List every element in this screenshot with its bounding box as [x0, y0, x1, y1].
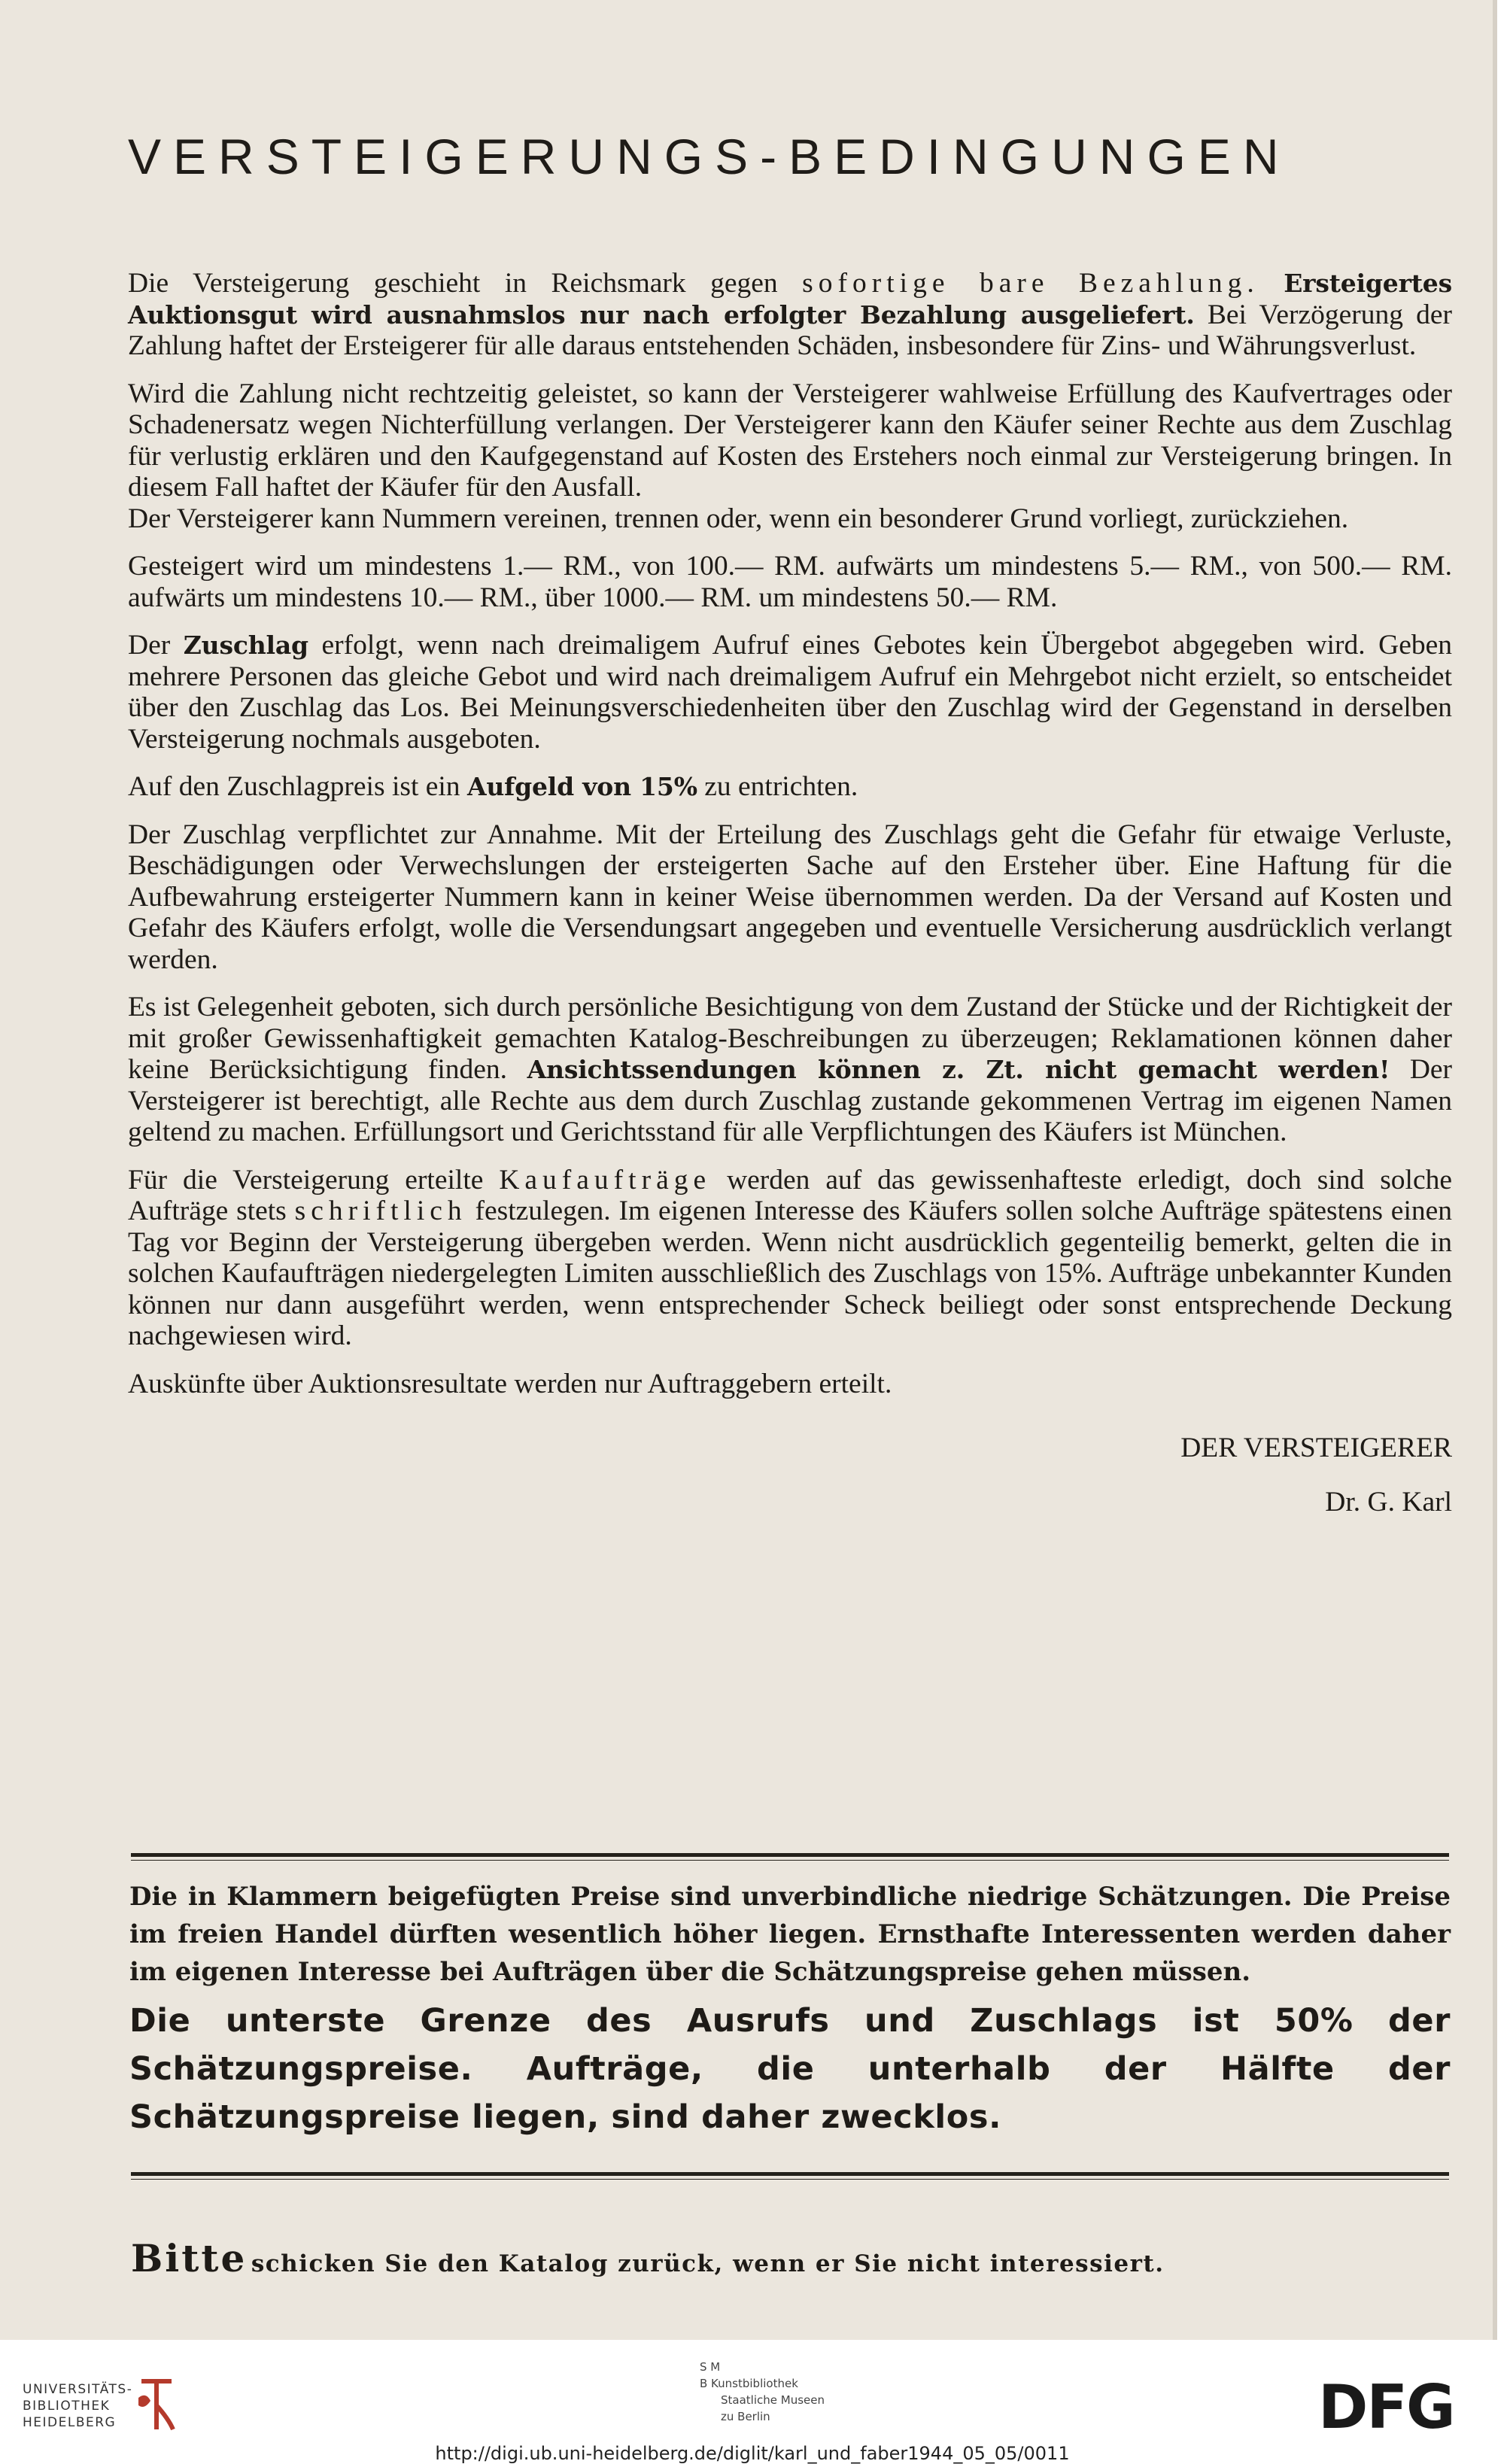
paragraph-inspection: Es ist Gelegenheit geboten, sich durch persönliche Besichtigung von dem Zustand der Stücke und der Richtigkeit der mit großer Gewissenhaftigkeit gemachten Katalog-Beschreibungen zu überzeugen; Reklamationen können daher keine Berücksichtigung finden. Ansichtssendungen können z. Zt. nicht gemacht werden! Der Versteigerer ist berechtigt, alle Rechte aus dem durch Zuschlag zustande gekommenen Vertrag im eigenen Namen geltend zu machen. Erfüllungsort und Gerichtsstand für alle Verpflichtungen des Käufers ist München.: [128, 992, 1453, 1147]
divider-bottom: [131, 2172, 1449, 2180]
conditions-text: [128, 128, 1452, 1521]
university-logo-icon: [134, 2375, 179, 2435]
heidelberg-library-label: UNIVERSITÄTS- BIBLIOTHEK HEIDELBERG: [23, 2382, 133, 2430]
minimum-bid-notice: Die unterste Grenze des Ausrufs und Zuschlags ist 50% der Schätzungspreise. Aufträge, die unterhalb der Hälfte der Schätzungspreise liegen, sind daher zwecklos.: [129, 2002, 1451, 2136]
signature-name: Dr. G. Karl: [1325, 1487, 1452, 1518]
paragraph-payment: Die Versteigerung geschieht in Reichsmark gegen sofortige bare Bezahlung. Ersteigertes Auktionsgut wird ausnahmslos nur nach erfolgter Bezahlung ausgeliefert. Bei Verzögerung der Zahlung haftet der Ersteigerer für alle daraus entstehenden Schäden, insbesondere für Zins- und Währungsverlust.: [128, 268, 1453, 361]
dfg-logo: DFG: [1318, 2372, 1454, 2442]
estimate-notice: Die in Klammern beigefügten Preise sind unverbindliche niedrige Schätzungen. Die Preise im freien Handel dürften wesentlich höher liegen. Ernsthafte Interessenten werden daher im eigenen Interesse bei Aufträgen über die Schätzungspreise gehen müssen.: [129, 1882, 1451, 1987]
signature-block: [128, 1429, 1452, 1521]
paragraph-increments: Gesteigert wird um mindestens 1.— RM., von 100.— RM. aufwärts um mindestens 5.— RM., von 500.— RM. aufwärts um mindestens 10.— RM., über 1000.— RM. um mindestens 50.— RM.: [128, 551, 1452, 613]
source-url[interactable]: http://digi.ub.uni-heidelberg.de/diglit/karl_und_faber1944_05_05/0011: [435, 2443, 1070, 2464]
paragraph-liability: Der Zuschlag verpflichtet zur Annahme. Mit der Erteilung des Zuschlags geht die Gefahr für etwaige Verluste, Beschädigungen oder Verwechslungen der ersteigerten Sache auf den Ersteher über. Eine Haftung für die Aufbewahrung ersteigerter Nummern kann in keiner Weise übernommen werden. Da der Versand auf Kosten und Gefahr des Käufers erfolgt, wolle die Versendungsart angegeben und eventuelle Versicherung ausdrücklich verlangt werden.: [128, 819, 1452, 975]
paragraph-premium: Auf den Zuschlagpreis ist ein Aufgeld von 15% zu entrichten.: [128, 771, 858, 802]
smb-kunstbibliothek-label: S M B Kunstbibliothek Staatliche Museen zu Berlin: [700, 2360, 825, 2423]
paragraph-results: Auskünfte über Auktionsresultate werden nur Auftraggebern erteilt.: [128, 1368, 892, 1399]
paragraph-hammer: Der Zuschlag erfolgt, wenn nach dreimaligem Aufruf eines Gebotes kein Übergebot abgegeben wird. Geben mehrere Personen das gleiche Gebot und wird nach dreimaligem Aufruf ein Mehrgebot nicht erzielt, so entscheidet über den Zuschlag das Los. Bei Meinungsverschiedenheiten über den Zuschlag wird der Gegenstand in derselben Versteigerung nochmals ausgeboten.: [128, 630, 1453, 755]
paragraph-lots: Der Versteigerer kann Nummern vereinen, trennen oder, wenn ein besonderer Grund vorliegt, zurückziehen.: [128, 503, 1349, 534]
return-catalog-note: Bitte schicken Sie den Katalog zurück, wenn er Sie nicht interessiert.: [131, 2236, 1165, 2280]
divider-top: [131, 1853, 1449, 1861]
paragraph-late-payment: Wird die Zahlung nicht rechtzeitig geleistet, so kann der Versteigerer wahlweise Erfüllung des Kaufvertrages oder Schadenersatz wegen Nichterfüllung verlangen. Der Versteigerer kann den Käufer seiner Rechte aus dem Zuschlag für verlustig erklären und den Kaufgegenstand auf Kosten des Erstehers noch einmal zur Versteigerung bringen. In diesem Fall haftet der Käufer für den Ausfall.: [128, 378, 1452, 503]
digitization-footer: [0, 2344, 1510, 2462]
paragraph-commissions: Für die Versteigerung erteilte Kaufaufträge werden auf das gewissenhafteste erledigt, doch sind solche Aufträge stets schriftlich festzulegen. Im eigenen Interesse des Käufers sollen solche Aufträge spätestens einen Tag vor Beginn der Versteigerung übergeben werden. Wenn nicht ausdrücklich gegenteilig bemerkt, gelten die in solchen Kaufaufträgen niedergelegten Limiten ausschließlich des Zuschlags von 15%. Aufträge unbekannter Kunden können nur dann ausgeführt werden, wenn entsprechender Scheck beiliegt oder sonst entsprechende Deckung nachgewiesen wird.: [128, 1164, 1453, 1351]
signature-title: DER VERSTEIGERER: [1180, 1433, 1452, 1463]
page-title: VERSTEIGERUNGS-BEDINGUNGEN: [128, 129, 1291, 184]
